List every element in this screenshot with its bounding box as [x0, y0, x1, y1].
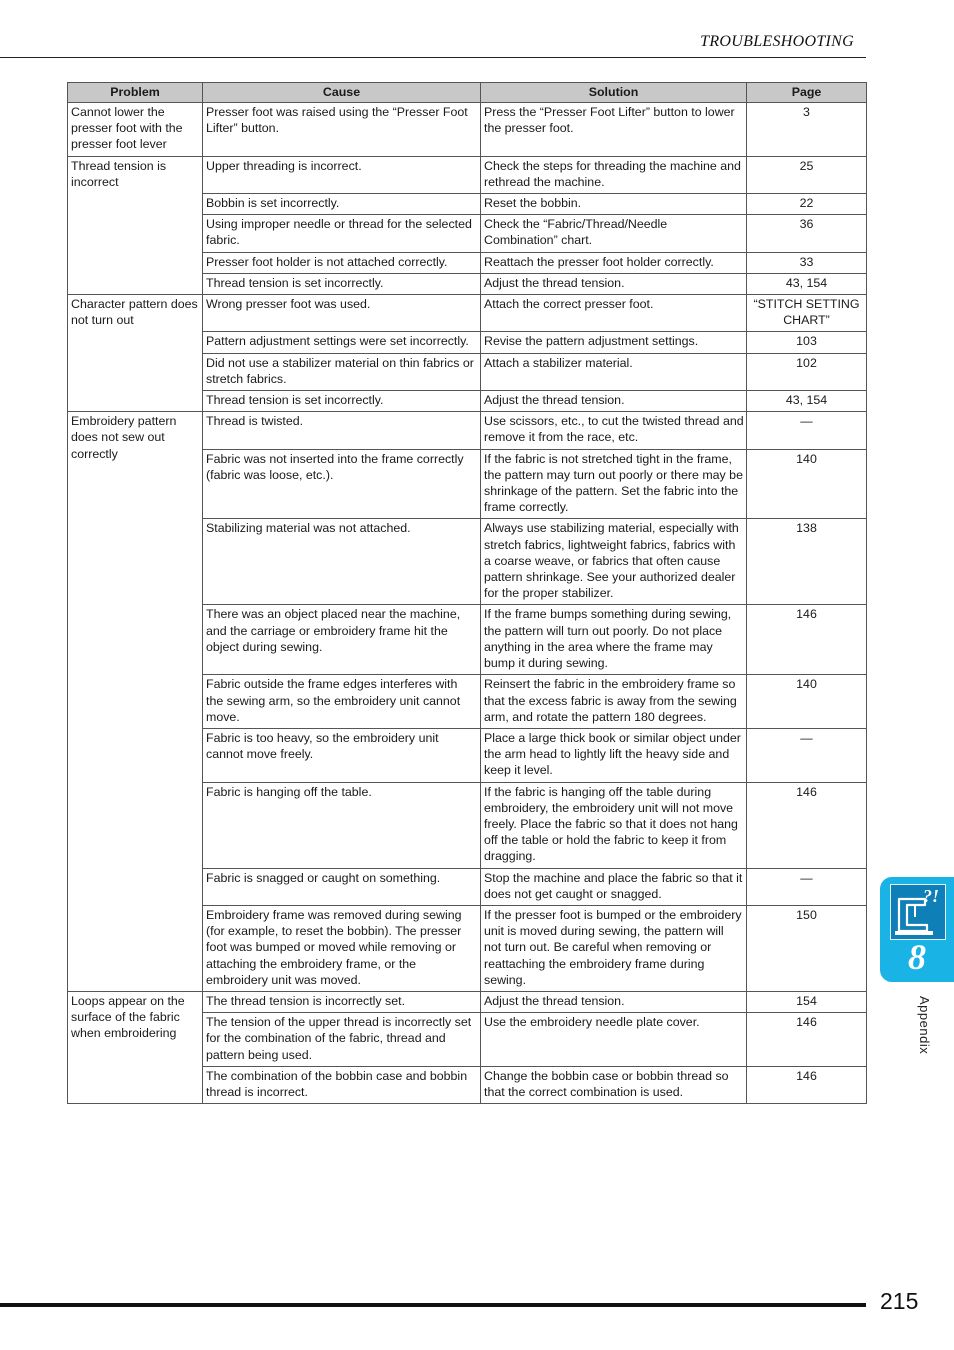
problem-cell: Loops appear on the surface of the fabric when embroidering	[68, 991, 203, 1103]
page-cell: —	[747, 412, 867, 449]
cause-cell: The thread tension is incorrectly set.	[203, 991, 481, 1012]
cause-cell: Fabric is snagged or caught on something.	[203, 868, 481, 905]
solution-cell: Attach a stabilizer material.	[481, 353, 747, 390]
page-cell: 140	[747, 675, 867, 729]
cause-cell: Fabric is too heavy, so the embroidery unit cannot move freely.	[203, 728, 481, 782]
page-cell: 33	[747, 252, 867, 273]
page-cell: —	[747, 728, 867, 782]
troubleshooting-table	[67, 82, 867, 1104]
table-row	[68, 295, 867, 332]
cause-cell: Embroidery frame was removed during sewing (for example, to reset the bobbin). The presser foot was bumped or moved while removing or attaching the embroidery frame, or the embroidery unit was moved.	[203, 905, 481, 991]
column-header-page: Page	[747, 83, 867, 103]
header-rule	[0, 57, 866, 58]
chapter-label: Appendix	[917, 996, 932, 1055]
cause-cell: There was an object placed near the machine, and the carriage or embroidery frame hit the object during sewing.	[203, 605, 481, 675]
table-row	[68, 103, 867, 157]
page-cell: 146	[747, 1066, 867, 1103]
page-cell: 154	[747, 991, 867, 1012]
cause-cell: Fabric was not inserted into the frame correctly (fabric was loose, etc.).	[203, 449, 481, 519]
cause-cell: Presser foot was raised using the “Presser Foot Lifter” button.	[203, 103, 481, 157]
page-cell: 146	[747, 605, 867, 675]
solution-cell: Adjust the thread tension.	[481, 273, 747, 294]
table-row	[68, 991, 867, 1012]
page-cell: 3	[747, 103, 867, 157]
cause-cell: Fabric outside the frame edges interferes with the sewing arm, so the embroidery unit cannot move.	[203, 675, 481, 729]
page-number: 215	[880, 1288, 919, 1314]
solution-cell: If the frame bumps something during sewing, the pattern will turn out poorly. Do not place anything in the area where the frame may bump it during sewing.	[481, 605, 747, 675]
cause-cell: The combination of the bobbin case and bobbin thread is incorrect.	[203, 1066, 481, 1103]
solution-cell: Use scissors, etc., to cut the twisted thread and remove it from the race, etc.	[481, 412, 747, 449]
footer-rule	[0, 1303, 866, 1307]
solution-cell: Revise the pattern adjustment settings.	[481, 332, 747, 353]
solution-cell: Adjust the thread tension.	[481, 991, 747, 1012]
table-header-row	[68, 83, 867, 103]
cause-cell: Wrong presser foot was used.	[203, 295, 481, 332]
solution-cell: Reinsert the fabric in the embroidery frame so that the excess fabric is away from the sewing arm, and rotate the pattern 180 degrees.	[481, 675, 747, 729]
page-cell: 43, 154	[747, 391, 867, 412]
problem-cell: Character pattern does not turn out	[68, 295, 203, 412]
page-cell: 146	[747, 1013, 867, 1067]
cause-cell: Did not use a stabilizer material on thin fabrics or stretch fabrics.	[203, 353, 481, 390]
page-cell: 138	[747, 519, 867, 605]
running-header-title: TROUBLESHOOTING	[700, 33, 854, 50]
cause-cell: Stabilizing material was not attached.	[203, 519, 481, 605]
column-header-solution: Solution	[481, 83, 747, 103]
problem-cell: Embroidery pattern does not sew out correctly	[68, 412, 203, 992]
cause-cell: Fabric is hanging off the table.	[203, 782, 481, 868]
solution-cell: Adjust the thread tension.	[481, 391, 747, 412]
page-cell: 22	[747, 194, 867, 215]
cause-cell: Upper threading is incorrect.	[203, 156, 481, 193]
column-header-cause: Cause	[203, 83, 481, 103]
page-cell: 102	[747, 353, 867, 390]
solution-cell: Reset the bobbin.	[481, 194, 747, 215]
page-cell: 36	[747, 215, 867, 252]
solution-cell: If the presser foot is bumped or the embroidery unit is moved during sewing, the pattern will not turn out. Be careful when removing or reattaching the embroidery frame during sewing.	[481, 905, 747, 991]
cause-cell: Thread tension is set incorrectly.	[203, 273, 481, 294]
solution-cell: Stop the machine and place the fabric so that it does not get caught or snagged.	[481, 868, 747, 905]
table-row	[68, 412, 867, 449]
page-cell: 140	[747, 449, 867, 519]
page-cell: 146	[747, 782, 867, 868]
cause-cell: Thread tension is set incorrectly.	[203, 391, 481, 412]
page-cell: 25	[747, 156, 867, 193]
sewing-machine-question-icon	[890, 884, 946, 940]
page-cell: —	[747, 868, 867, 905]
problem-cell: Cannot lower the presser foot with the presser foot lever	[68, 103, 203, 157]
solution-cell: Check the “Fabric/Thread/Needle Combination” chart.	[481, 215, 747, 252]
cause-cell: Bobbin is set incorrectly.	[203, 194, 481, 215]
problem-cell: Thread tension is incorrect	[68, 156, 203, 294]
page-cell: 43, 154	[747, 273, 867, 294]
solution-cell: If the fabric is hanging off the table during embroidery, the embroidery unit will not move freely. Place the fabric so that it does not hang off the table or hold the fabric to keep it from dragging.	[481, 782, 747, 868]
chapter-number: 8	[908, 937, 926, 977]
cause-cell: Pattern adjustment settings were set incorrectly.	[203, 332, 481, 353]
solution-cell: If the fabric is not stretched tight in the frame, the pattern may turn out poorly or there may be shrinkage of the pattern. Set the fabric into the frame correctly.	[481, 449, 747, 519]
table-row	[68, 156, 867, 193]
solution-cell: Change the bobbin case or bobbin thread so that the correct combination is used.	[481, 1066, 747, 1103]
solution-cell: Reattach the presser foot holder correctly.	[481, 252, 747, 273]
solution-cell: Place a large thick book or similar object under the arm head to lightly lift the heavy side and keep it level.	[481, 728, 747, 782]
solution-cell: Always use stabilizing material, especially with stretch fabrics, lightweight fabrics, fabrics with a coarse weave, or fabrics that often cause pattern shrinkage. See your authorized dealer for the proper stabilizer.	[481, 519, 747, 605]
solution-cell: Use the embroidery needle plate cover.	[481, 1013, 747, 1067]
cause-cell: The tension of the upper thread is incorrectly set for the combination of the fabric, thread and pattern being used.	[203, 1013, 481, 1067]
solution-cell: Check the steps for threading the machine and rethread the machine.	[481, 156, 747, 193]
page-cell: 150	[747, 905, 867, 991]
page-cell: 103	[747, 332, 867, 353]
cause-cell: Using improper needle or thread for the selected fabric.	[203, 215, 481, 252]
cause-cell: Presser foot holder is not attached correctly.	[203, 252, 481, 273]
tab-icon-glyph: ?!	[923, 886, 940, 906]
column-header-problem: Problem	[68, 83, 203, 103]
solution-cell: Press the “Presser Foot Lifter” button to lower the presser foot.	[481, 103, 747, 157]
cause-cell: Thread is twisted.	[203, 412, 481, 449]
solution-cell: Attach the correct presser foot.	[481, 295, 747, 332]
page-cell: “STITCH SETTING CHART”	[747, 295, 867, 332]
